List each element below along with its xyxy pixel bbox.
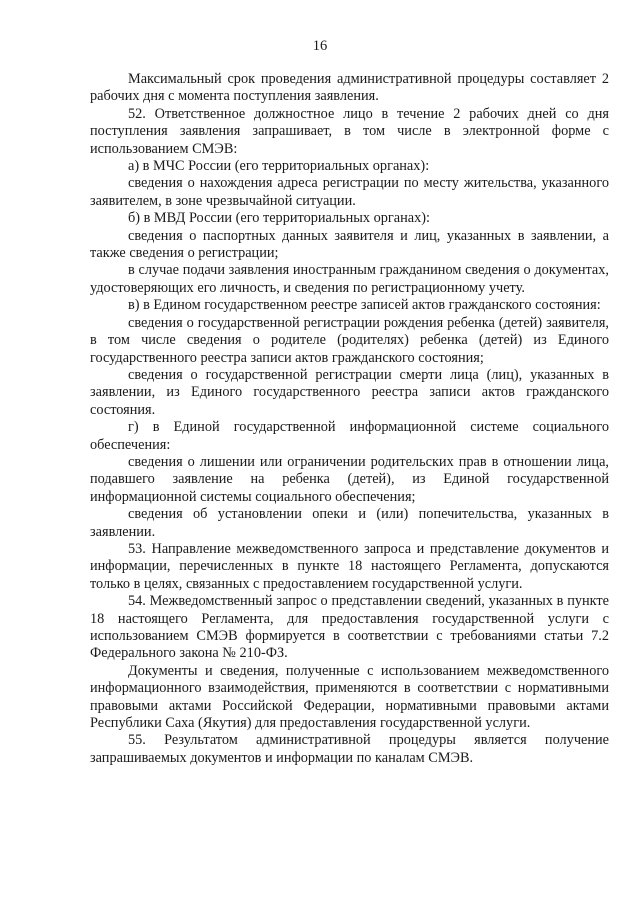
paragraph: сведения о государственной регистрации рождения ребенка (детей) заявителя, в том числе сведения о родителе (родителях) ребенка (детей) из Единого государственного реестра записи актов гражданского состояния;: [90, 314, 609, 366]
paragraph: 53. Направление межведомственного запроса и представление документов и информации, перечисленных в пункте 18 настоящего Регламента, допускаются только в целях, связанных с предоставлением государственной услуги.: [90, 540, 609, 592]
paragraph: сведения о нахождения адреса регистрации по месту жительства, указанного заявителем, в зоне чрезвычайной ситуации.: [90, 175, 609, 209]
paragraph: г) в Единой государственной информационной системе социального обеспечения:: [90, 419, 609, 453]
paragraph: 55. Результатом административной процедуры является получение запрашиваемых документов и информации по каналам СМЭВ.: [90, 732, 609, 766]
paragraph: 54. Межведомственный запрос о представлении сведений, указанных в пункте 18 настоящего Регламента, для предоставления государственной услуги с использованием СМЭВ формируется в соответствии с требованиями статьи 7.2 Федерального закона № 210-ФЗ.: [90, 593, 609, 662]
paragraph: 52. Ответственное должностное лицо в течение 2 рабочих дней со дня поступления заявления запрашивает, в том числе в электронной форме с использованием СМЭВ:: [90, 105, 609, 157]
paragraph: в) в Едином государственном реестре записей актов гражданского состояния:: [128, 297, 601, 314]
paragraph: Максимальный срок проведения административной процедуры составляет 2 рабочих дня с момента поступления заявления.: [90, 71, 609, 105]
paragraph: Документы и сведения, полученные с использованием межведомственного информационного взаимодействия, применяются в соответствии с нормативными правовыми актами Российской Федерации, нормативными правовыми актами Республики Саха (Якутия) для предоставления государственной услуги.: [90, 662, 609, 732]
paragraph: сведения о паспортных данных заявителя и лиц, указанных в заявлении, а также сведения о регистрации;: [90, 227, 609, 262]
paragraph: сведения о государственной регистрации смерти лица (лиц), указанных в заявлении, из Единого государственного реестра записи актов гражданского состояния.: [90, 366, 609, 418]
paragraph: сведения об установлении опеки и (или) попечительства, указанных в заявлении.: [90, 506, 609, 540]
document-body: [90, 71, 609, 767]
paragraph: а) в МЧС России (его территориальных органах):: [128, 158, 430, 175]
paragraph: в случае подачи заявления иностранным гражданином сведения о документах, удостоверяющих его личность, и сведения по регистрационному учету.: [90, 262, 609, 296]
page-number: 16: [312, 38, 328, 54]
paragraph: сведения о лишении или ограничении родительских прав в отношении лица, подавшего заявление на ребенка (детей), из Единой государственной информационной системы социального обеспечения;: [90, 453, 609, 505]
paragraph: б) в МВД России (его территориальных органах):: [128, 210, 431, 227]
